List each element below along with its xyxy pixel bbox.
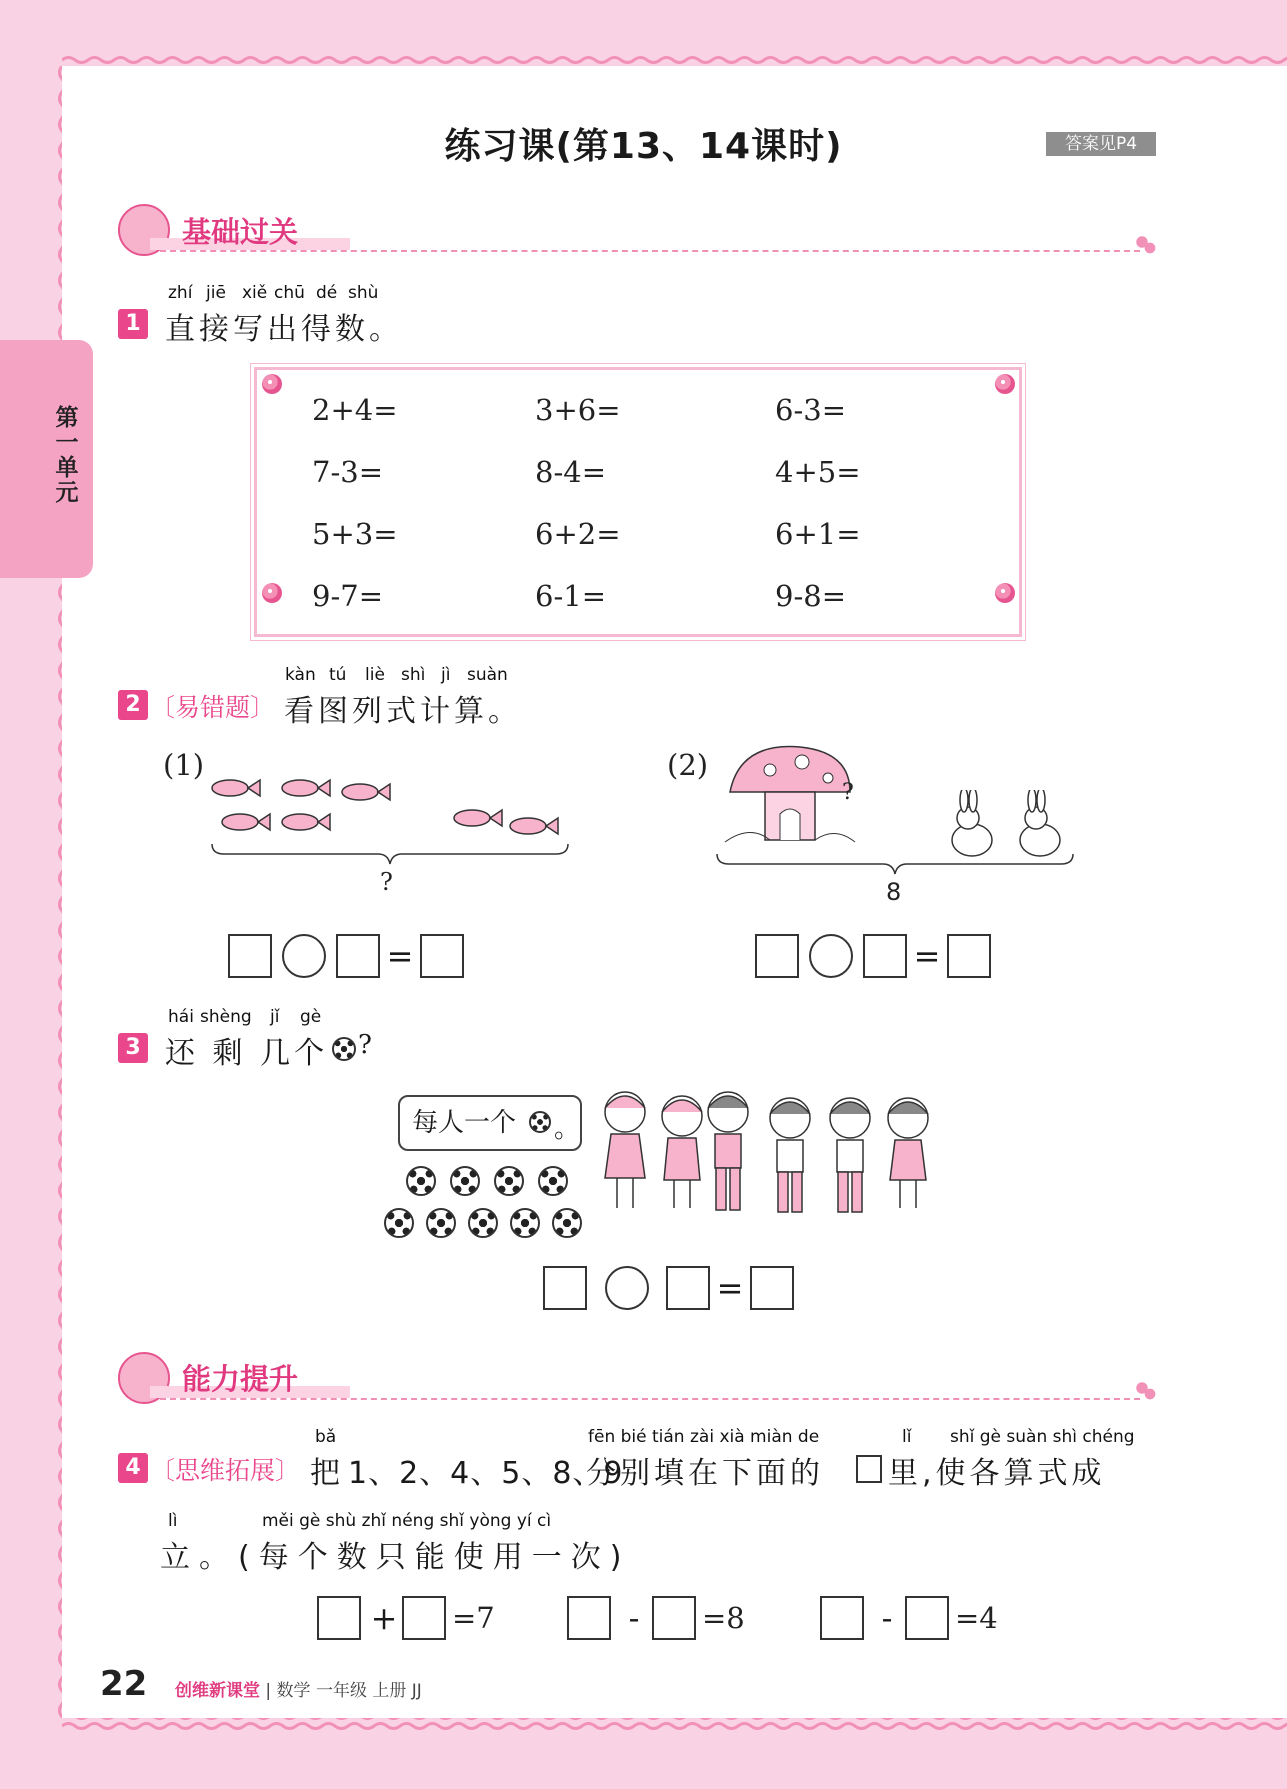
children-illustration — [600, 1090, 950, 1220]
blank-box-symbol — [856, 1455, 882, 1483]
q4-prompt-part: 把 — [310, 1456, 344, 1491]
q4-tag-extension: 〔思维拓展〕 — [150, 1456, 301, 1485]
answer-box[interactable] — [402, 1596, 446, 1640]
equation: 6-3= — [775, 393, 846, 427]
q4-prompt-line2: 立。(每个数只能使用一次) — [160, 1540, 631, 1575]
fish-group-illustration — [210, 770, 570, 840]
q2-prompt: 看图列式计算。 — [284, 694, 522, 729]
brace-icon — [715, 852, 1075, 876]
footer-book-info: 数学 一年级 上册 JJ — [276, 1681, 422, 1701]
unit-side-tab — [0, 340, 93, 578]
footer-separator: | — [260, 1681, 277, 1701]
answer-box[interactable] — [750, 1266, 794, 1310]
rose-icon — [262, 583, 282, 603]
q4-pinyin: lǐ — [902, 1427, 912, 1447]
equation: 3+6= — [535, 393, 621, 427]
soccer-ball-icon — [406, 1166, 436, 1196]
answer-box[interactable] — [905, 1596, 949, 1640]
answer-box[interactable] — [420, 934, 464, 978]
answer-box[interactable] — [666, 1266, 710, 1310]
rose-icon — [262, 374, 282, 394]
soccer-ball-icon — [468, 1208, 498, 1238]
soccer-ball-icon — [384, 1208, 414, 1238]
q2-part2-label: (2) — [667, 748, 709, 782]
answer-box[interactable] — [336, 934, 380, 978]
equation: 6+2= — [535, 517, 621, 551]
q4-pinyin: fēn bié tián zài xià miàn de — [588, 1427, 820, 1447]
equals-sign: = — [386, 937, 414, 975]
equation: 9-8= — [775, 579, 846, 613]
q3-prompt-end: ? — [358, 1030, 376, 1060]
rose-icon — [995, 374, 1015, 394]
page-number: 22 — [100, 1664, 148, 1704]
operator-circle[interactable] — [809, 934, 853, 978]
section-divider — [160, 1398, 1140, 1400]
question-number-2: 2 — [118, 690, 148, 720]
soccer-ball-icon — [552, 1208, 582, 1238]
soccer-ball-icon — [494, 1166, 524, 1196]
soccer-ball-icon — [538, 1166, 568, 1196]
answer-box[interactable] — [947, 934, 991, 978]
soccer-ball-icon — [529, 1111, 551, 1133]
answer-box[interactable] — [863, 934, 907, 978]
equation: 4+5= — [775, 455, 861, 489]
page-title: 练习课(第13、14课时) — [444, 126, 843, 167]
brace-icon — [210, 842, 570, 866]
footer-info — [175, 1676, 422, 1701]
q2-part1-question-mark: ? — [380, 868, 393, 896]
soccer-ball-icon — [450, 1166, 480, 1196]
q1-prompt: 直接写出得数。 — [165, 312, 403, 347]
section-title-basic: 基础过关 — [182, 215, 299, 249]
dots-icon — [1136, 1382, 1156, 1402]
answer-box[interactable] — [543, 1266, 587, 1310]
equation-result: =7 — [452, 1601, 495, 1635]
q4-pinyin: shǐ gè suàn shì chéng — [950, 1427, 1135, 1447]
equation: 6-1= — [535, 579, 606, 613]
equation: 5+3= — [312, 517, 398, 551]
q4-prompt-part: 分别填在下面的 — [586, 1456, 824, 1491]
answer-box[interactable] — [755, 934, 799, 978]
speech-bubble-text: 每人一个 — [412, 1108, 517, 1138]
soccer-ball-icon — [510, 1208, 540, 1238]
equation-result: =4 — [955, 1601, 998, 1635]
operator-circle[interactable] — [282, 934, 326, 978]
q4-number-list: 1、2、4、5、8、9 — [348, 1456, 624, 1491]
rose-icon — [995, 583, 1015, 603]
soccer-ball-icon — [332, 1037, 356, 1061]
soccer-ball-icon — [426, 1208, 456, 1238]
dots-icon — [1136, 236, 1156, 256]
operator: + — [370, 1599, 398, 1637]
equation: 9-7= — [312, 579, 383, 613]
section-title-advanced: 能力提升 — [182, 1362, 299, 1396]
equation: 7-3= — [312, 455, 383, 489]
operator-circle[interactable] — [605, 1266, 649, 1310]
operator: - — [628, 1599, 640, 1637]
q4-pinyin: měi gè shù zhǐ néng shǐ yòng yí cì — [262, 1511, 552, 1531]
q2-part2-total: 8 — [886, 878, 902, 906]
q4-prompt-part: 里,使各算式成 — [888, 1456, 1106, 1491]
q4-pinyin: lì — [168, 1511, 178, 1531]
equation: 6+1= — [775, 517, 861, 551]
speech-bubble-end: 。 — [554, 1114, 581, 1144]
answer-box[interactable] — [567, 1596, 611, 1640]
q2-part2-question-mark: ? — [842, 780, 854, 805]
section-divider — [160, 250, 1140, 252]
equals-sign: = — [913, 937, 941, 975]
q3-prompt: 还 剩 几个 — [165, 1036, 329, 1071]
answer-reference-badge: 答案见P4 — [1046, 132, 1156, 156]
question-number-4: 4 — [118, 1453, 148, 1483]
answer-box[interactable] — [228, 934, 272, 978]
question-number-3: 3 — [118, 1033, 148, 1063]
answer-box[interactable] — [652, 1596, 696, 1640]
q2-tag-error-prone: 〔易错题〕 — [150, 693, 276, 722]
answer-box[interactable] — [820, 1596, 864, 1640]
footer-brand: 创维新课堂 — [175, 1681, 260, 1701]
answer-box[interactable] — [317, 1596, 361, 1640]
q2-part1-label: (1) — [163, 748, 205, 782]
q4-pinyin: bǎ — [315, 1427, 337, 1447]
equation: 8-4= — [535, 455, 606, 489]
equation-result: =8 — [702, 1601, 745, 1635]
operator: - — [881, 1599, 893, 1637]
unit-side-tab-label: 第一单元 — [55, 405, 79, 506]
question-number-1: 1 — [118, 309, 148, 339]
equation: 2+4= — [312, 393, 398, 427]
equals-sign: = — [716, 1269, 744, 1307]
mushroom-house-illustration — [720, 742, 860, 852]
